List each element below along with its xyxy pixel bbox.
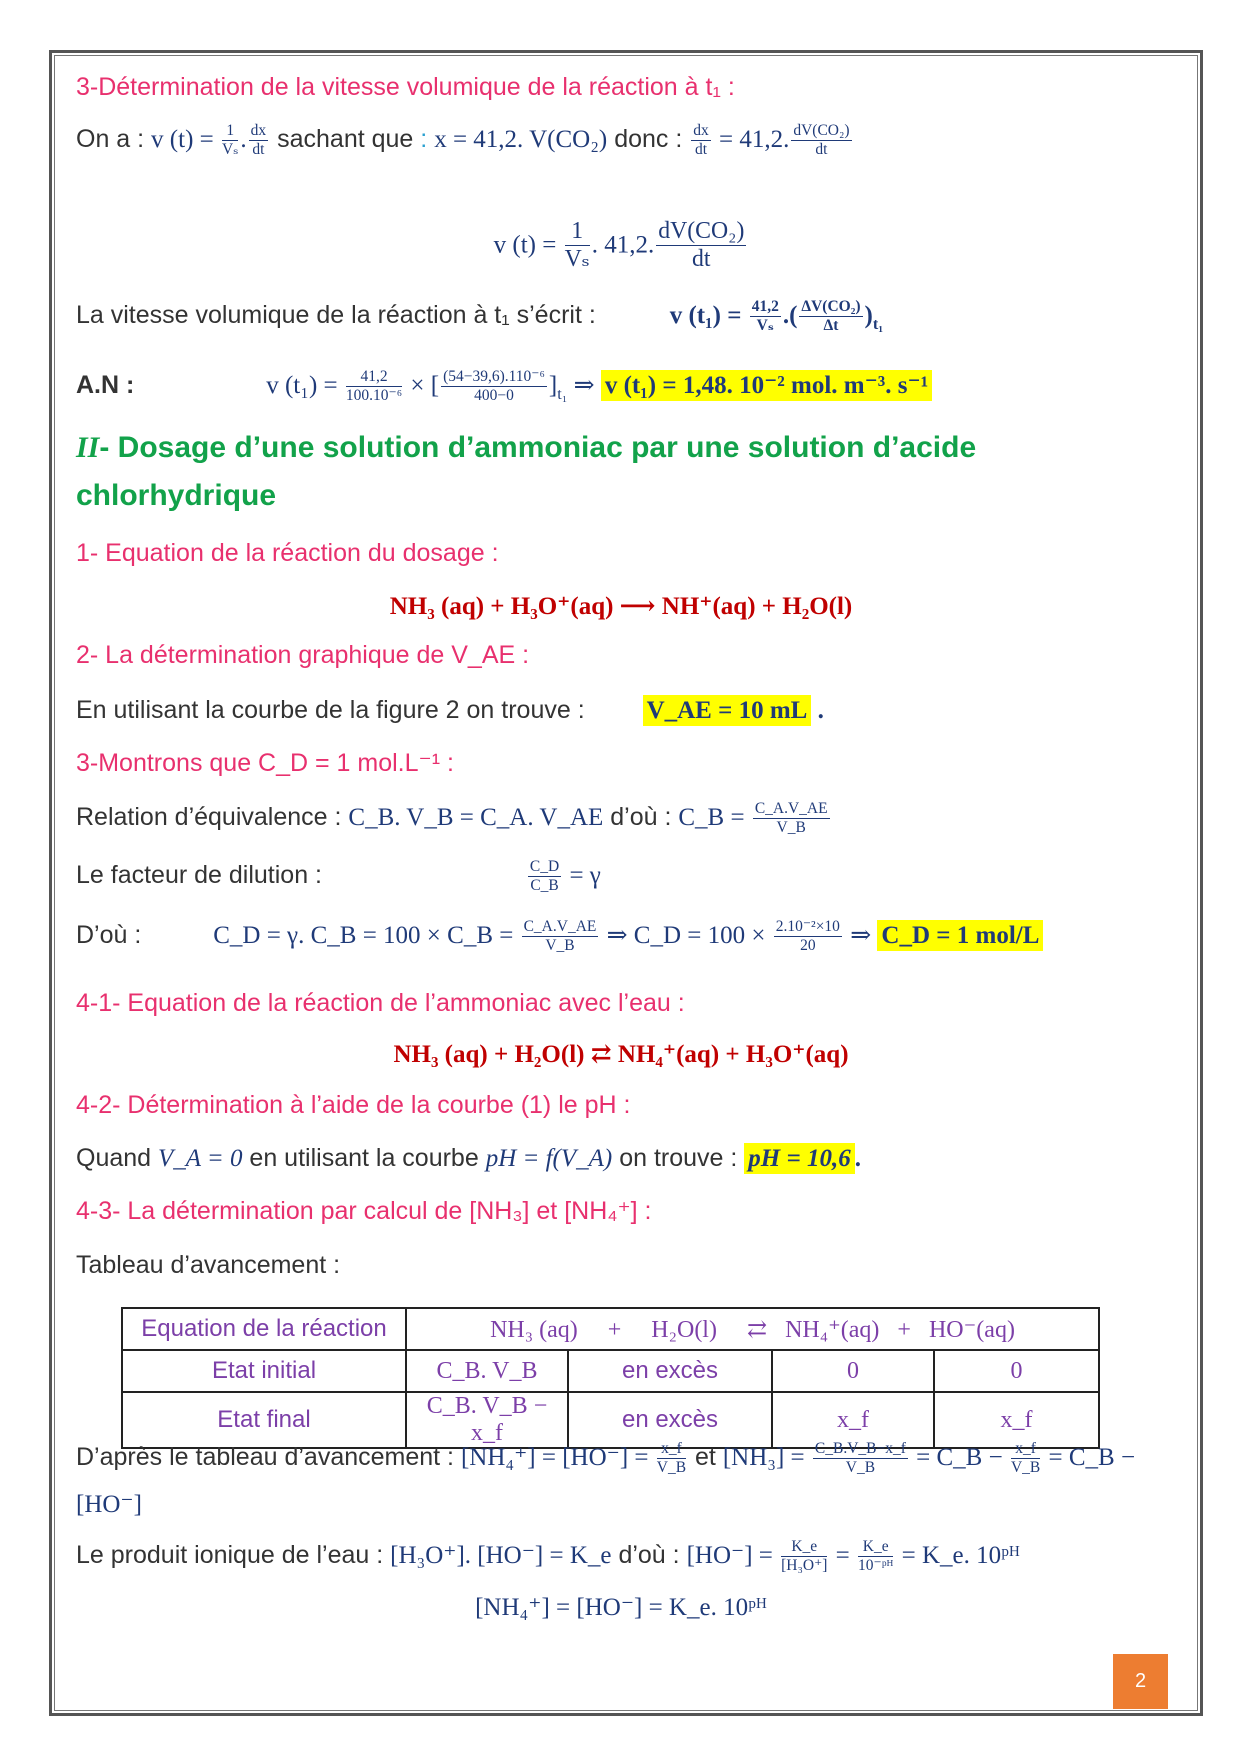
fraction: $\frac{C\_A.V\_AE}{V\_B}$	[754, 800, 828, 836]
fraction: $\frac{\text{dV(CO₂)}}{dt}$	[793, 122, 850, 158]
page-number-badge: 2	[1113, 1654, 1168, 1709]
cd-result-highlight: C_D = 1 mol/L	[877, 920, 1043, 951]
velocity-centered-formula: v (t) = $\frac{1}{\text{Vₛ}}$ . 41,2. $\frac{\text{dV(CO₂)}}{dt}$	[493, 218, 745, 273]
ph-answer-line: Quand V_A = 0 en utilisant la courbe pH = f(V_A) on trouve : pH = 10,6 .	[76, 1144, 861, 1172]
q43-title: 4-3- La détermination par calcul de [NH₃] et [NH₄⁺] :	[76, 1197, 652, 1225]
fraction: $\frac{dx}{dt}$	[693, 122, 709, 158]
table-header-label: Equation de la réaction	[122, 1308, 406, 1350]
ionic-product-line: Le produit ionique de l’eau : [H₃O⁺]. [HO⁻] = K_e d’où : [HO⁻] = $\frac{K\_e}{\text{[H₃O⁺]}}$ = $\frac{K\_e}{\text{10⁻ᵖᴴ}}$ = K_e. 10ᵖᴴ	[76, 1538, 1020, 1574]
velocity-result-highlight: v (t₁) = 1,48. 10⁻² mol. m⁻³. s⁻¹	[601, 370, 932, 401]
fraction: $\frac{K\_e}{\text{[H₃O⁺]}}$	[781, 1538, 828, 1574]
fraction: $\frac{1}{\text{Vₛ}}$	[222, 122, 239, 158]
final-equation: [NH₄⁺] = [HO⁻] = K_e. 10ᵖᴴ	[475, 1594, 767, 1621]
numerical-application-line: A.N : v (t₁) = $\frac{41,2}{\text{100.10⁻⁶}}$ × [ $\frac{\text{(54−39,6).110⁻⁶}}{400-0}$ ]$_{t_1}$ ⇒ v (t₁) = 1,48. 10⁻² mol. m⁻³. s⁻¹	[76, 368, 932, 405]
progress-table	[121, 1307, 1100, 1449]
part2-title-line2: chlorhydrique	[76, 479, 277, 512]
titration-equation: NH₃ (aq) + H₃O⁺(aq) ⟶ NH⁺(aq) + H₂O(l)	[389, 593, 853, 620]
fraction: $\frac{1}{\text{Vₛ}}$	[564, 218, 590, 273]
fraction: $\frac{C\_B.V\_B-x\_f}{V\_B}$	[814, 1440, 906, 1476]
fraction: $\frac{C\_D}{C\_B}$	[529, 858, 560, 894]
tableau-label: Tableau d’avancement :	[76, 1251, 341, 1279]
velocity-definition-line: On a : v (t) = $\frac{1}{\text{Vₛ}}$ . $\frac{dx}{dt}$ sachant que : x = 41,2. V(CO₂) donc : $\frac{dx}{dt}$ = 41,2. $\frac{\text{dV(CO₂)}}{dt}$	[76, 122, 850, 158]
q2-answer-line: En utilisant la courbe de la figure 2 on trouve : V_AE = 10 mL .	[76, 696, 824, 724]
velocity-at-t1-line: La vitesse volumique de la réaction à t₁ s’écrit : v (t₁) = $\frac{41,2}{\text{Vₛ}}$ .( $\frac{\text{ΔV(CO₂)}}{\Delta t}$ )$_{t_1}$	[76, 298, 884, 334]
q1-title: 1- Equation de la réaction du dosage :	[76, 539, 499, 567]
section3-title: 3-Détermination de la vitesse volumique de la réaction à t₁ :	[76, 73, 735, 101]
q2-title: 2- La détermination graphique de V_AE :	[76, 641, 530, 669]
table-row: Etat final C_B. V_B − x_f en excès x_f x_f	[122, 1392, 1099, 1448]
an-label: A.N :	[76, 370, 135, 399]
intro-text: On a :	[76, 124, 152, 153]
q42-title: 4-2- Détermination à l’aide de la courbe (1) le pH :	[76, 1091, 631, 1119]
x-relation: x = 41,2. V(CO₂)	[434, 125, 608, 153]
part2-title-line1: II- Dosage d’une solution d’ammoniac par une solution d’acide	[76, 431, 977, 464]
q41-title: 4-1- Equation de la réaction de l’ammoniac avec l’eau :	[76, 989, 685, 1017]
sachant-text: sachant que	[270, 124, 421, 153]
table-row: Etat initial C_B. V_B en excès 0 0	[122, 1350, 1099, 1392]
v-lhs: v (t) =	[151, 125, 220, 153]
fraction: $\frac{\text{dV(CO₂)}}{dt}$	[658, 218, 745, 273]
table-header-equation: NH₃ (aq) + H₂O(l) ⇄ NH₄⁺(aq) + HO⁻(aq)	[406, 1308, 1099, 1350]
fraction: $\frac{\text{ΔV(CO₂)}}{\Delta t}$	[801, 298, 861, 334]
fraction: $\frac{dx}{dt}$	[250, 122, 267, 158]
fraction: $\frac{K\_e}{\text{10⁻ᵖᴴ}}$	[858, 1538, 894, 1574]
fraction: $\frac{x\_f}{V\_B}$	[656, 1440, 687, 1476]
after-table-line2: [HO⁻]	[76, 1491, 142, 1518]
vae-result-highlight: V_AE = 10 mL	[643, 695, 812, 726]
dilution-factor-line: Le facteur de dilution : $\frac{C\_D}{C\_B}$ = γ	[76, 858, 601, 894]
fraction: $\frac{\text{(54−39,6).110⁻⁶}}{400-0}$	[443, 368, 545, 404]
fraction: $\frac{41,2}{\text{100.10⁻⁶}}$	[345, 368, 403, 404]
q3-title: 3-Montrons que C_D = 1 mol.L⁻¹ :	[76, 749, 454, 777]
equivalence-relation-line: Relation d’équivalence : C_B. V_B = C_A. V_AE d’où : C_B = $\frac{C\_A.V\_AE}{V\_B}$	[76, 800, 828, 836]
fraction: $\frac{41,2}{\text{Vₛ}}$	[751, 298, 779, 334]
fraction: $\frac{x\_f}{V\_B}$	[1010, 1440, 1041, 1476]
fraction: $\frac{C\_A.V\_AE}{V\_B}$	[523, 918, 597, 954]
cd-calculation-line: D’où : C_D = γ. C_B = 100 × C_B = $\frac{C\_A.V\_AE}{V\_B}$ ⇒ C_D = 100 × $\frac{\text{2.10⁻²×10}}{20}$ ⇒ C_D = 1 mol/L	[76, 918, 1043, 955]
fraction: $\frac{\text{2.10⁻²×10}}{20}$	[775, 918, 840, 954]
ph-result-highlight: pH = 10,6	[744, 1143, 854, 1174]
table-header-row	[122, 1308, 1099, 1350]
ammonia-water-equation: NH₃ (aq) + H₂O(l) ⇄ NH₄⁺(aq) + H₃O⁺(aq)	[393, 1041, 849, 1068]
after-table-line: D’après le tableau d’avancement : [NH₄⁺] = [HO⁻] = $\frac{x\_f}{V\_B}$ et [NH₃] = $\frac{C\_B.V\_B-x\_f}{V\_B}$ = C_B − $\frac{x\_f}{V\_B}$ = C_B −	[76, 1440, 1136, 1476]
